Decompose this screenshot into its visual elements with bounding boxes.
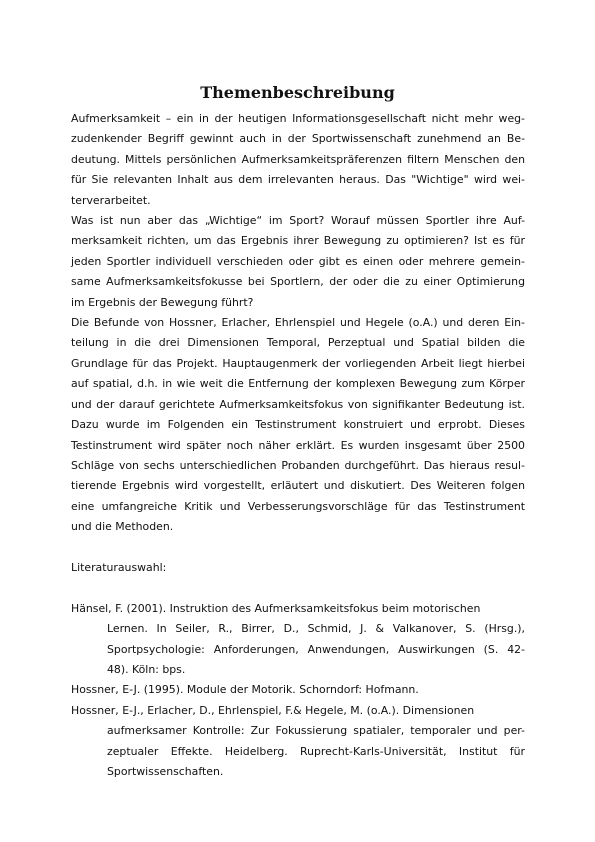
text-line: Sportwissenschaften. (107, 764, 224, 778)
bibliography-entry (71, 599, 525, 681)
text-line: auf spatial, d.h. in wie weit die Entfernung der komplexen Bewegung zum Körper (71, 377, 525, 391)
text-line: deutung. Mittels persönlichen Aufmerksamkeitspräferenzen filtern Menschen den (71, 152, 525, 166)
text-line: eine umfangreiche Kritik und Verbesserungsvorschläge für das Testinstrument (71, 499, 525, 513)
text-line: Die Befunde von Hossner, Erlacher, Ehrlenspiel und Hegele (o.A.) und deren Ein- (71, 316, 525, 330)
document-body (71, 109, 525, 782)
text-line: Dazu wurde im Folgenden ein Testinstrument konstruiert und erprobt. Dieses (71, 418, 525, 432)
text-line: Lernen. In Seiler, R., Birrer, D., Schmid, J. & Valkanover, S. (Hrsg.), (107, 622, 525, 636)
text-line: Hossner, E-J. (1995). Module der Motorik. Schorndorf: Hofmann. (71, 683, 419, 697)
text-line: für Sie relevanten Inhalt aus dem irrelevanten heraus. Das "Wichtige" wird wei- (71, 173, 525, 187)
text-line: same Aufmerksamkeitsfokusse bei Sportlern, der oder die zu einer Optimierung (71, 275, 525, 289)
bibliography-entry (71, 701, 525, 783)
page-title: Themenbeschreibung (200, 83, 395, 102)
text-line: und der darauf gerichtete Aufmerksamkeitsfokus von signifikanter Bedeutung ist. (71, 397, 525, 411)
text-line: Was ist nun aber das „Wichtige“ im Sport? Worauf müssen Sportler ihre Auf- (71, 214, 525, 228)
bibliography (71, 599, 525, 783)
text-line: 48). Köln: bps. (107, 662, 186, 676)
text-line: terverarbeitet. (71, 193, 151, 207)
text-line: tierende Ergebnis wird vorgestellt, erläutert und diskutiert. Des Weiteren folgen (71, 479, 525, 493)
text-line: und die Methoden. (71, 520, 174, 534)
text-line: im Ergebnis der Bewegung führt? (71, 295, 254, 309)
text-line: zeptualer Effekte. Heidelberg. Ruprecht-Karls-Universität, Institut für (107, 744, 525, 758)
paragraph-intro (71, 109, 525, 211)
text-line: Aufmerksamkeit – ein in der heutigen Informationsgesellschaft nicht mehr weg- (71, 112, 525, 125)
text-line: Hossner, E-J., Erlacher, D., Ehrlenspiel, F.& Hegele, M. (o.A.). Dimensionen (71, 703, 475, 717)
text-line: merksamkeit richten, um das Ergebnis ihrer Bewegung zu optimieren? Ist es für (71, 234, 525, 248)
text-line: Hänsel, F. (2001). Instruktion des Aufmerksamkeitsfokus beim motorischen (71, 601, 481, 615)
paragraph-findings (71, 313, 525, 537)
paragraph-question (71, 211, 525, 313)
text-line: Testinstrument wird später noch näher erklärt. Es wurden insgesamt über 2500 (71, 438, 525, 452)
literature-heading: Literaturauswahl: (71, 560, 167, 574)
text-line: jeden Sportler individuell verschieden oder gibt es einen oder mehrere gemein- (71, 254, 525, 268)
text-line: zudenkender Begriff gewinnt auch in der Sportwissenschaft zunehmend an Be- (71, 132, 525, 146)
text-line: Sportpsychologie: Anforderungen, Anwendungen, Auswirkungen (S. 42- (107, 642, 525, 656)
text-line: Grundlage für das Projekt. Hauptaugenmerk der vorliegenden Arbeit liegt hierbei (71, 356, 525, 370)
text-line: Schläge von sechs unterschiedlichen Probanden durchgeführt. Das hieraus resul- (71, 458, 525, 472)
text-line: teilung in die drei Dimensionen Temporal, Perzeptual und Spatial bilden die (71, 336, 525, 350)
text-line: aufmerksamer Kontrolle: Zur Fokussierung spatialer, temporaler und per- (107, 724, 525, 738)
bibliography-entry (71, 680, 525, 700)
